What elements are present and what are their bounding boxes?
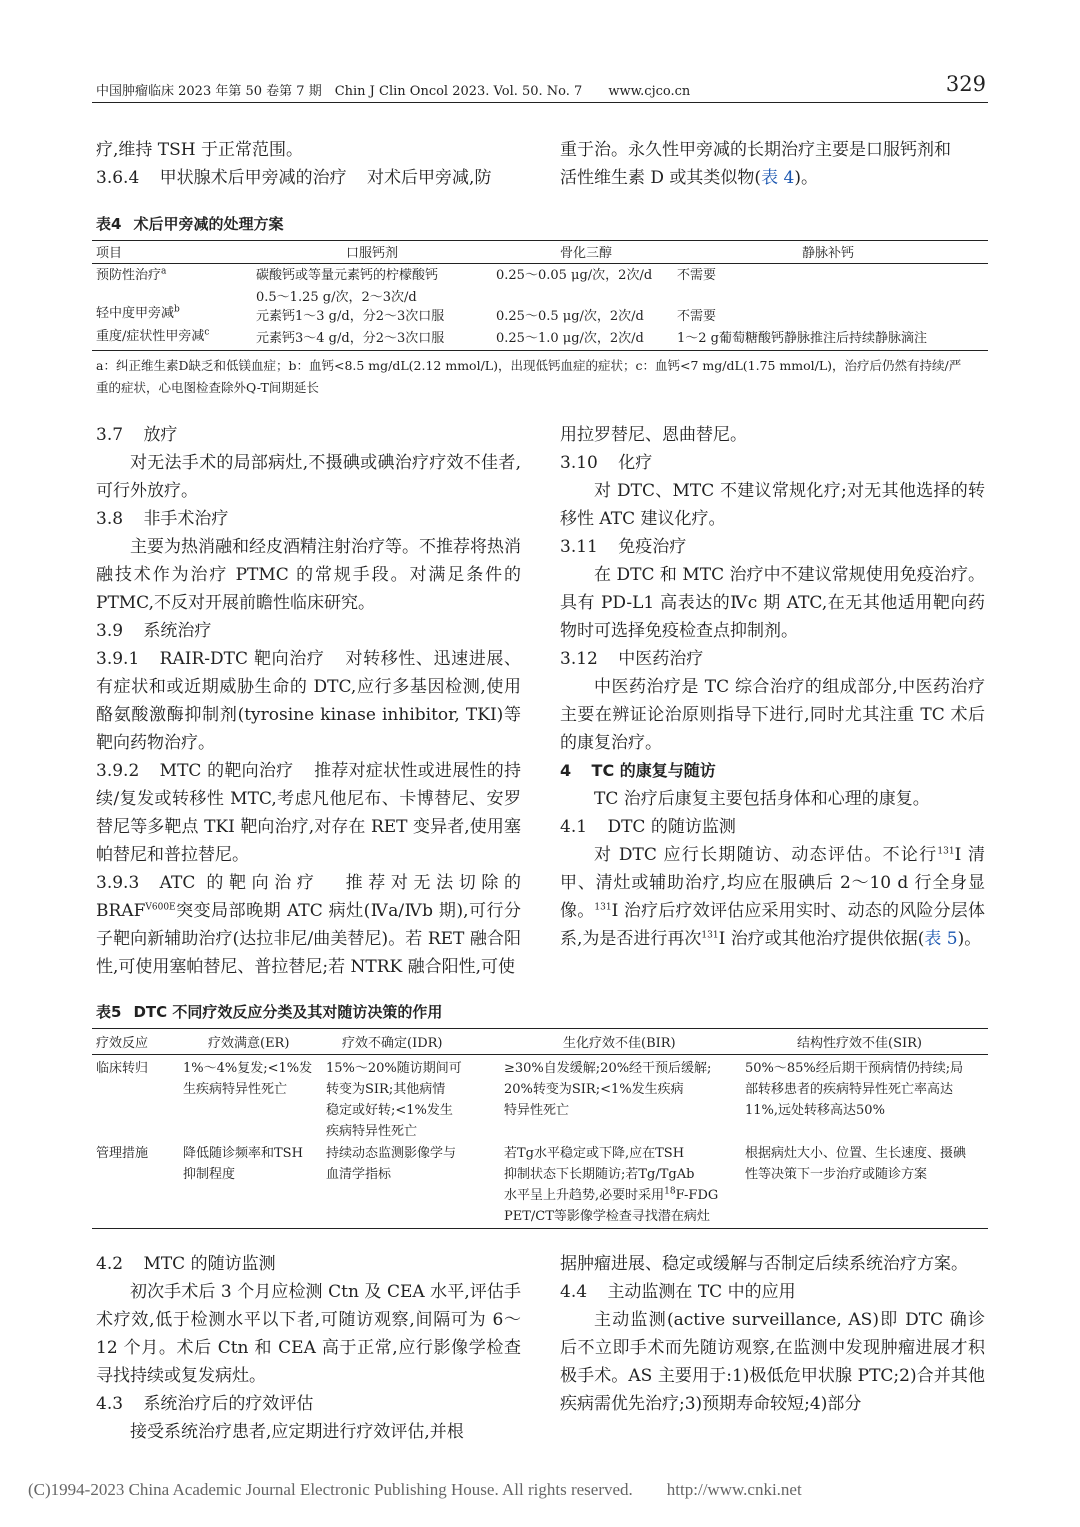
table4-cell-calcitriol: 0.25～0.5 μg/次，2次/d: [496, 309, 644, 324]
cell-line: PET/CT等影像学检查寻找潜在病灶: [504, 1209, 710, 1224]
table-5-caption: [96, 1001, 442, 1022]
section-title: 主动监测在 TC 中的应用: [607, 1282, 796, 1302]
table4-header-iv: 静脉补钙: [802, 246, 855, 261]
section-title: 系统治疗后的疗效评估: [143, 1394, 314, 1414]
section-number: 3.9.1: [96, 649, 140, 669]
section-heading: [96, 1250, 521, 1278]
cell-line: [504, 1185, 718, 1206]
text: )。: [957, 929, 982, 949]
text: 对 DTC 应行长期随访、动态评估。不论行: [594, 845, 938, 865]
section-title: 化疗: [618, 453, 653, 473]
section-heading: [96, 164, 521, 192]
table-header-rule: [92, 263, 988, 264]
cell-line: 特异性死亡: [504, 1103, 570, 1118]
paragraph: 接受系统治疗患者,应定期进行疗效评估,并根: [130, 1422, 464, 1442]
table4-cell-oral: 元素钙3～4 g/d，分2～3次口服: [256, 331, 445, 346]
cell-line: 转变为SIR;其他病情: [326, 1082, 446, 1097]
cell-line: 20%转变为SIR;<1%发生疾病: [504, 1082, 684, 1097]
text: 活性维生素 D 或其类似物(: [560, 168, 762, 188]
bottom-left-column: [96, 1250, 521, 1446]
table4-header-oral: 口服钙剂: [346, 246, 399, 261]
isotope-mark: 131: [594, 902, 612, 913]
paragraph: 主动监测(active surveillance, AS)即 DTC 确诊后不立即手术而先随访观察,在监测中发现肿瘤进展才积极手术。AS 主要用于:1)极低危甲状腺 PTC;2)合并其他疾病需优先治疗;3)预期寿命较短;4)部分: [560, 1310, 985, 1414]
section-text: 突变局部晚期 ATC 病灶(Ⅳa/Ⅳb 期),可行分子靶向新辅助治疗(达拉非尼/曲美替尼)。若 RET 融合阳性,可使用塞帕替尼、普拉替尼;若 NTRK 融合阳性,可使: [96, 901, 521, 977]
paragraph: [560, 164, 985, 192]
table-title: DTC 不同疗效反应分类及其对随访决策的作用: [133, 1003, 443, 1021]
paragraph: 据肿瘤进展、稳定或缓解与否制定后续系统治疗方案。: [560, 1254, 968, 1274]
journal-info: 中国肿瘤临床 2023 年第 50 卷第 7 期 Chin J Clin Oncol 2023. Vol. 50. No. 7 www.cjco.cn: [96, 84, 691, 99]
section-number: 3.11: [560, 537, 598, 557]
page-number: 329: [945, 72, 986, 96]
section-number: 4: [560, 761, 572, 780]
footnote-mark: a: [161, 266, 167, 277]
top-left-column: [96, 136, 521, 192]
section-number: 3.10: [560, 453, 598, 473]
table4-cell-oral: 元素钙1～3 g/d，分2～3次口服: [256, 309, 445, 324]
table5-cell-idr: [326, 1143, 456, 1185]
paragraph: [560, 841, 985, 953]
table-label: 表5: [96, 1003, 122, 1021]
table4-cell-item: [96, 326, 209, 347]
table4-cell-oral-dose: 0.5～1.25 g/次，2～3次/d: [256, 290, 417, 305]
table5-cell-sir: [745, 1058, 963, 1121]
table5-cell-sir: [745, 1143, 966, 1185]
footnote-line: 重的症状，心电图检查除外Q-T间期延长: [96, 380, 319, 395]
section-heading: [560, 813, 985, 841]
section-heading: [96, 421, 521, 449]
table4-cell-oral: 碳酸钙或等量元素钙的柠檬酸钙: [256, 268, 439, 283]
footnote-mark: b: [174, 304, 180, 315]
paragraph: TC 治疗后康复主要包括身体和心理的康复。: [594, 789, 930, 809]
cell-line: 部转移患者的疾病特异性死亡率高达: [745, 1082, 954, 1097]
section-number: 3.8: [96, 509, 124, 529]
section-number: 4.3: [96, 1394, 124, 1414]
cell-line: 抑制状态下长期随访;若Tg/TgAb: [504, 1167, 695, 1182]
paragraph: 重于治。永久性甲旁减的长期治疗主要是口服钙剂和: [560, 140, 951, 160]
section-title: DTC 的随访监测: [607, 817, 736, 837]
table4-cell-iv: 1～2 g葡萄糖酸钙静脉推注后持续静脉滴注: [677, 331, 927, 346]
section-title: 中医药治疗: [618, 649, 704, 669]
table5-cell-bir: [504, 1143, 718, 1227]
section-title: 系统治疗: [143, 621, 212, 641]
table4-cell-calcitriol: 0.25～1.0 μg/次，2次/d: [496, 331, 644, 346]
cell-line: 1%～4%复发;<1%发: [183, 1061, 313, 1076]
table5-cell-bir: [504, 1058, 711, 1121]
bottom-right-column: [560, 1250, 985, 1418]
copyright-footer: (C)1994-2023 China Academic Journal Electronic Publishing House. All rights reserved. http://www.cnki.net: [28, 1480, 802, 1499]
section-heading: [560, 533, 985, 561]
paragraph: 对无法手术的局部病灶,不摄碘或碘治疗疗效不佳者,可行外放疗。: [96, 453, 521, 501]
section-heading: [560, 449, 985, 477]
section-number: 3.9.2: [96, 761, 140, 781]
text: F-FDG: [675, 1188, 719, 1203]
table4-header-item: 项目: [96, 246, 123, 261]
table-header-rule: [92, 1054, 988, 1055]
paragraph: 中医药治疗是 TC 综合治疗的组成部分,中医药治疗主要在辨证论治原则指导下进行,同时尤其注重 TC 术后的康复治疗。: [560, 677, 985, 753]
header-rule: [92, 102, 988, 103]
subsection-paragraph: [96, 757, 521, 869]
section-title: MTC 的随访监测: [143, 1254, 276, 1274]
cell-text: 重度/症状性甲旁减: [96, 329, 205, 344]
table4-cell-calcitriol: 0.25～0.05 μg/次，2次/d: [496, 268, 653, 283]
table-label: 表4: [96, 215, 122, 233]
section-number: 3.7: [96, 425, 124, 445]
cell-line: 血清学指标: [326, 1167, 392, 1182]
section-heading: [560, 1278, 985, 1306]
section-title: 甲状腺术后甲旁减的治疗: [159, 168, 347, 188]
section-title: ATC 的靶向治疗: [159, 873, 320, 893]
section-title: 放疗: [143, 425, 178, 445]
table5-header-sir: 结构性疗效不佳(SIR): [797, 1036, 922, 1051]
section-number: 3.12: [560, 649, 598, 669]
text: 水平呈上升趋势,必要时采用: [504, 1188, 665, 1203]
footnote-line: a：纠正维生素D缺乏和低镁血症；b：血钙<8.5 mg/dL(2.12 mmol/L)，出现低钙血症的症状；c：血钙<7 mg/dL(1.75 mmol/L)，治疗后仍然有持续/严: [96, 358, 962, 373]
section-number: 4.2: [96, 1254, 124, 1274]
cell-line: 持续动态监测影像学与: [326, 1146, 457, 1161]
section-text: 推荐对症状性或进展性的持续/复发或转移性 MTC,考虑凡他尼布、卡博替尼、安罗替尼等多靶点 TKI 靶向治疗,对存在 RET 变异者,使用塞帕替尼和普拉替尼。: [96, 761, 521, 865]
cell-line: 稳定或好转;<1%发生: [326, 1103, 453, 1118]
top-right-column: [560, 136, 985, 192]
section-heading: [560, 645, 985, 673]
table5-cell-er: [183, 1058, 312, 1100]
section-text: 推荐对无法切除的 BRAF: [96, 873, 521, 921]
table5-cell-idr: [326, 1058, 462, 1142]
cell-line: 降低随诊频率和TSH: [183, 1146, 303, 1161]
table-title: 术后甲旁减的处理方案: [133, 215, 284, 233]
cell-line: 生疾病特异性死亡: [183, 1082, 288, 1097]
text: I 治疗或其他治疗提供依据(: [718, 929, 925, 949]
text: I 治疗后疗效评估应采用实时、动态的风险分层体系,为是否进行再次: [560, 901, 986, 949]
paragraph: 对 DTC、MTC 不建议常规化疗;对无其他选择的转移性 ATC 建议化疗。: [560, 481, 985, 529]
table5-header-bir: 生化疗效不佳(BIR): [563, 1036, 676, 1051]
isotope-mark: 18: [664, 1186, 676, 1197]
table-4-link[interactable]: 表 4: [761, 168, 795, 188]
section-heading: [96, 1390, 521, 1418]
table4-cell-iv: 不需要: [677, 268, 717, 283]
mutation-superscript: V600E: [145, 902, 176, 913]
section-title: 非手术治疗: [143, 509, 229, 529]
paragraph: 用拉罗替尼、恩曲替尼。: [560, 425, 747, 445]
subsection-paragraph: [96, 645, 521, 757]
paragraph: 初次手术后 3 个月应检测 Ctn 及 CEA 水平,评估手术疗效,低于检测水平以下者,可随访观察,间隔可为 6～12 个月。术后 Ctn 和 CEA 高于正常,应行影像学检查寻找持续或复发病灶。: [96, 1282, 521, 1386]
paragraph: 主要为热消融和经皮酒精注射治疗等。不推荐将热消融技术作为治疗 PTMC 的常规手段。对满足条件的 PTMC,不反对开展前瞻性临床研究。: [96, 537, 521, 613]
table5-row-label: 临床转归: [96, 1061, 149, 1076]
paragraph: 在 DTC 和 MTC 治疗中不建议常规使用免疫治疗。具有 PD-L1 高表达的Ⅳc 期 ATC,在无其他适用靶向药物时可选择免疫检查点抑制剂。: [560, 565, 985, 641]
table-4-footnote: [96, 355, 981, 399]
cell-line: ≥30%自发缓解;20%经干预后缓解;: [504, 1061, 712, 1076]
cell-line: 性等决策下一步治疗或随诊方案: [745, 1167, 928, 1182]
table-top-rule: [92, 240, 988, 241]
table-bottom-rule: [92, 350, 988, 351]
cell-line: 抑制程度: [183, 1167, 236, 1182]
text: )。: [794, 168, 818, 188]
table-4-caption: [96, 213, 283, 234]
cell-line: 15%～20%随访期间可: [326, 1061, 462, 1076]
cell-text: 预防性治疗: [96, 268, 162, 283]
middle-right-column: [560, 421, 985, 953]
section-title: RAIR-DTC 靶向治疗: [159, 649, 325, 669]
section-number: 4.1: [560, 817, 588, 837]
section-title: TC 的康复与随访: [591, 761, 716, 780]
cell-line: 50%～85%经后期干预病情仍持续;局: [745, 1061, 964, 1076]
table-top-rule: [92, 1028, 988, 1029]
cell-text: 轻中度甲旁减: [96, 306, 175, 321]
section-heading: [560, 757, 985, 785]
section-heading: [96, 505, 521, 533]
cell-line: 若Tg水平稳定或下降,应在TSH: [504, 1146, 685, 1161]
text: I 清甲、清灶或辅助治疗,均应在服碘后 2～10 d 行全身显像。: [560, 845, 985, 921]
table4-cell-item: [96, 265, 166, 286]
isotope-mark: 131: [701, 930, 719, 941]
section-number: 3.9: [96, 621, 124, 641]
middle-left-column: [96, 421, 521, 981]
table-5-link[interactable]: 表 5: [924, 929, 958, 949]
cell-line: 根据病灶大小、位置、生长速度、摄碘: [745, 1146, 967, 1161]
section-number: 4.4: [560, 1282, 588, 1302]
table4-cell-item: [96, 303, 180, 324]
cell-line: 疾病特异性死亡: [326, 1124, 418, 1139]
paragraph: 疗,维持 TSH 于正常范围。: [96, 140, 304, 160]
section-text: 对转移性、迅速进展、有症状和或近期威胁生命的 DTC,应行多基因检测,使用酪氨酸激酶抑制剂(tyrosine kinase inhibitor, TKI)等靶向药物治疗。: [96, 649, 521, 753]
section-number: 3.9.3: [96, 873, 140, 893]
table5-header-idr: 疗效不确定(IDR): [342, 1036, 443, 1051]
section-number: 3.6.4: [96, 168, 140, 188]
footnote-mark: c: [204, 327, 210, 338]
section-title: MTC 的靶向治疗: [159, 761, 294, 781]
cell-line: 11%,远处转移高达50%: [745, 1103, 885, 1118]
table5-row-label: 管理措施: [96, 1146, 149, 1161]
subsection-paragraph: [96, 869, 521, 981]
table4-cell-iv: 不需要: [677, 309, 717, 324]
section-heading: [96, 617, 521, 645]
section-text: 对术后甲旁减,防: [367, 168, 492, 188]
table-bottom-rule: [92, 1228, 988, 1229]
isotope-mark: 131: [937, 846, 955, 857]
table4-header-calcitriol: 骨化三醇: [560, 246, 613, 261]
table5-cell-er: [183, 1143, 303, 1185]
section-title: 免疫治疗: [618, 537, 687, 557]
table5-header-response: 疗效反应: [96, 1036, 149, 1051]
table5-header-er: 疗效满意(ER): [208, 1036, 290, 1051]
